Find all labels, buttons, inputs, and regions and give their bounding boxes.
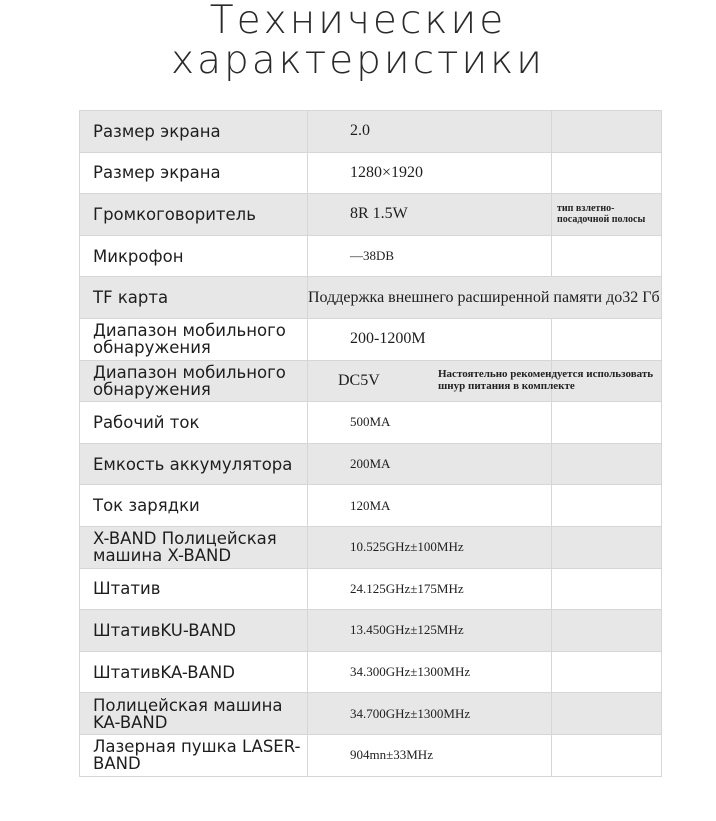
spec-note <box>552 402 662 444</box>
spec-note <box>552 111 662 153</box>
spec-note <box>552 485 662 527</box>
spec-name: Емкость аккумулятора <box>80 443 308 485</box>
spec-name: Диапазон мобильного обнаружения <box>80 318 308 360</box>
spec-note <box>552 693 662 735</box>
spec-value: DC5V <box>308 360 552 402</box>
spec-note <box>552 443 662 485</box>
table-row <box>80 152 662 194</box>
spec-table <box>79 110 662 777</box>
spec-note <box>552 318 662 360</box>
spec-name: Штатив <box>80 568 308 610</box>
spec-value: Поддержка внешнего расширенной памяти до32 Гб <box>308 277 662 319</box>
spec-value: 904mn±33MHz <box>308 734 552 776</box>
spec-name: Размер экрана <box>80 111 308 153</box>
spec-value: 120MA <box>308 485 552 527</box>
table-row <box>80 485 662 527</box>
spec-value: 1280×1920 <box>308 152 552 194</box>
spec-name: ШтативKA-BAND <box>80 651 308 693</box>
table-row <box>80 235 662 277</box>
page-title-line-2: характеристики <box>170 38 545 83</box>
spec-value: 2.0 <box>308 111 552 153</box>
spec-note <box>552 526 662 568</box>
table-row <box>80 194 662 236</box>
spec-value: 200MA <box>308 443 552 485</box>
spec-name: Громкоговоритель <box>80 194 308 236</box>
table-row <box>80 568 662 610</box>
spec-name: Ток зарядки <box>80 485 308 527</box>
table-row <box>80 526 662 568</box>
spec-name: ШтативKU-BAND <box>80 610 308 652</box>
spec-name: Микрофон <box>80 235 308 277</box>
spec-note <box>552 734 662 776</box>
table-row <box>80 651 662 693</box>
spec-value: 34.700GHz±1300MHz <box>308 693 552 735</box>
table-row <box>80 111 662 153</box>
spec-value: 8R 1.5W <box>308 194 552 236</box>
table-row <box>80 693 662 735</box>
spec-name: TF карта <box>80 277 308 319</box>
spec-name: Лазерная пушка LASER-BAND <box>80 734 308 776</box>
spec-value: 24.125GHz±175MHz <box>308 568 552 610</box>
power-cord-note: Настоятельно рекомендуется использовать шнур питания в комплекте <box>438 368 654 392</box>
spec-note: тип взлетно-посадочной полосы <box>552 194 662 236</box>
page-title <box>0 0 716 82</box>
spec-name: Размер экрана <box>80 152 308 194</box>
table-row <box>80 443 662 485</box>
spec-note <box>552 152 662 194</box>
spec-value: 10.525GHz±100MHz <box>308 526 552 568</box>
table-row <box>80 402 662 444</box>
spec-value: 200-1200M <box>308 318 552 360</box>
spec-value: 34.300GHz±1300MHz <box>308 651 552 693</box>
table-row <box>80 318 662 360</box>
spec-value: —38DB <box>308 235 552 277</box>
spec-name: Рабочий ток <box>80 402 308 444</box>
table-row <box>80 734 662 776</box>
spec-note <box>552 610 662 652</box>
spec-value: 13.450GHz±125MHz <box>308 610 552 652</box>
table-row <box>80 610 662 652</box>
page-title-line-1: Технические <box>209 0 507 43</box>
spec-note <box>552 651 662 693</box>
spec-note <box>552 568 662 610</box>
spec-name: Диапазон мобильного обнаружения <box>80 360 308 402</box>
table-row <box>80 277 662 319</box>
spec-name: X-BAND Полицейская машина X-BAND <box>80 526 308 568</box>
spec-value: 500MA <box>308 402 552 444</box>
spec-name: Полицейская машина KA-BAND <box>80 693 308 735</box>
spec-note <box>552 235 662 277</box>
